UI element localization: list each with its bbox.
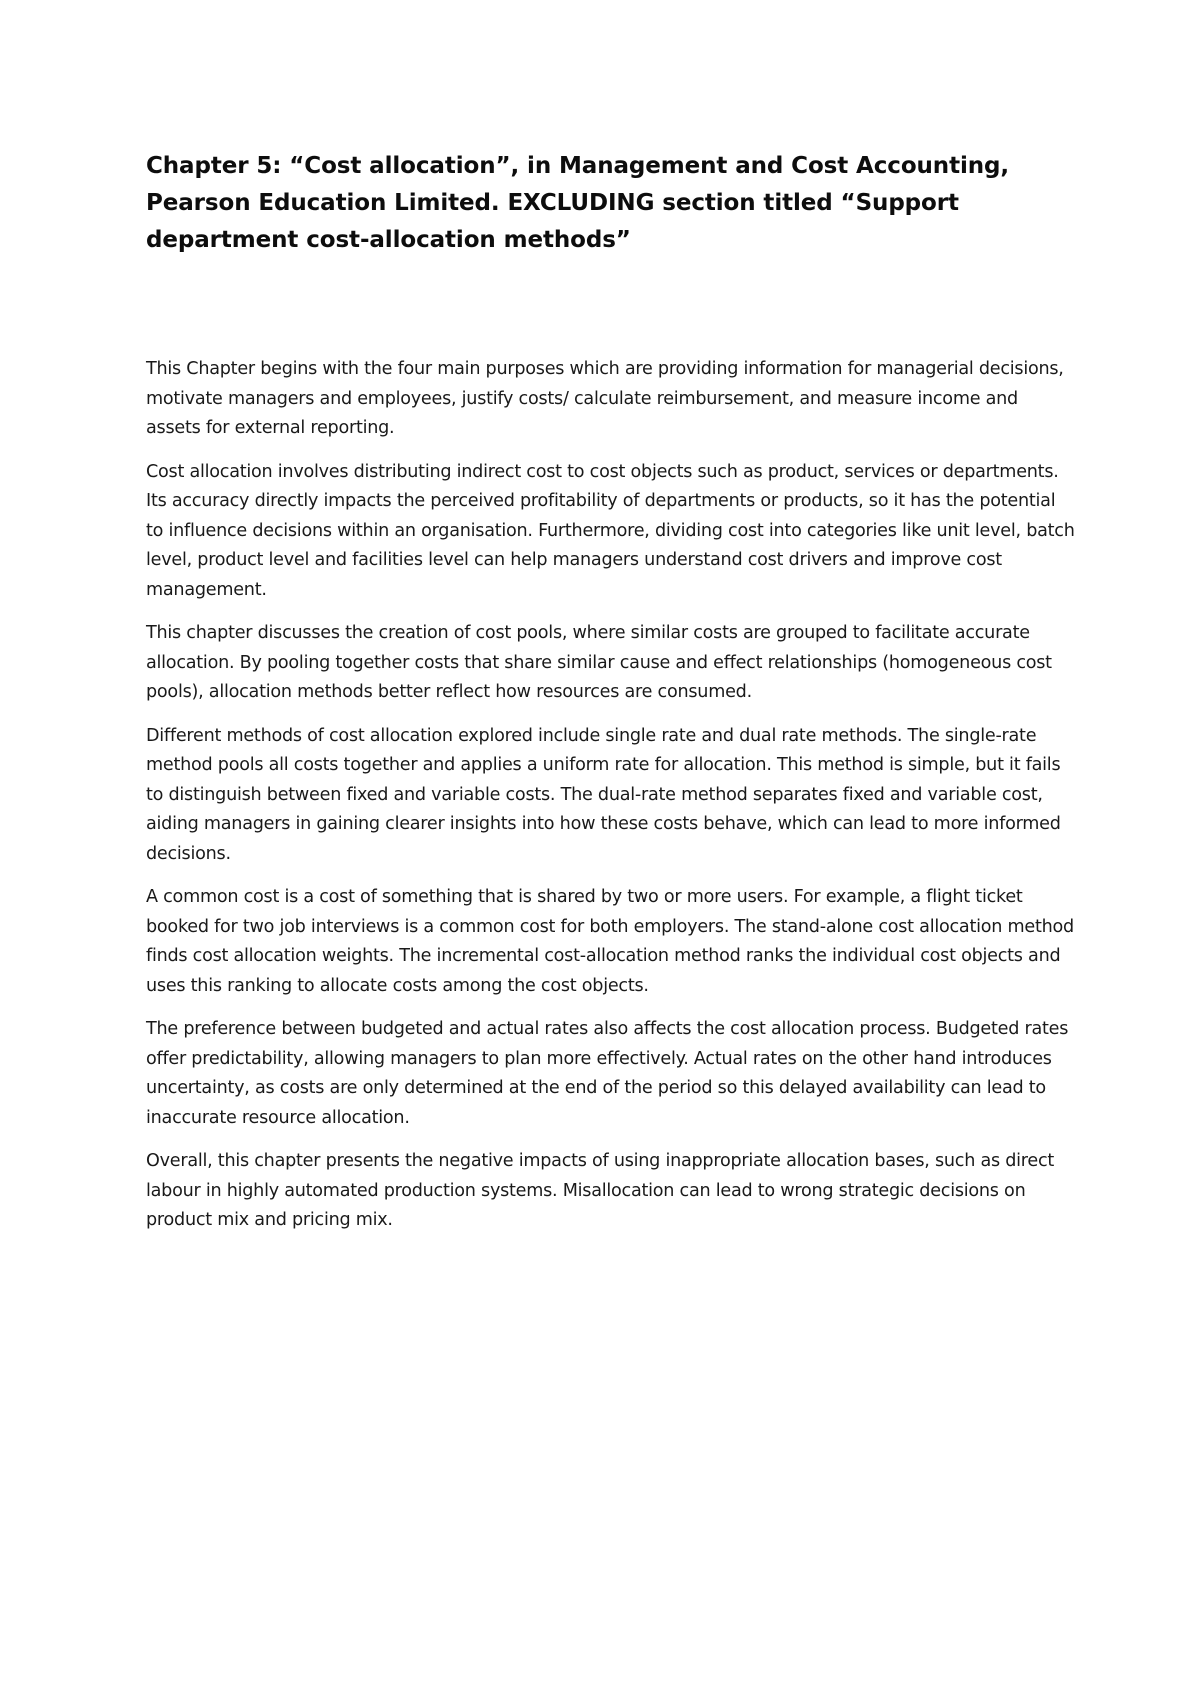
document-title: Chapter 5: “Cost allocation”, in Management and Cost Accounting, Pearson Education Limited. EXCLUDING section titled “Support department cost-allocation methods” xyxy=(146,153,1010,253)
paragraph-cost-pools: This chapter discusses the creation of cost pools, where similar costs are grouped to facilitate accurate allocation. By pooling together costs that share similar cause and effect relationships (homogeneous cost pools), allocation methods better reflect how resources are consumed. xyxy=(146,623,1052,702)
paragraph-conclusion: Overall, this chapter presents the negative impacts of using inappropriate allocation bases, such as direct labour in highly automated production systems. Misallocation can lead to wrong strategic decisions on product mix and pricing mix. xyxy=(146,1151,1055,1230)
paragraph-budgeted-vs-actual: The preference between budgeted and actual rates also affects the cost allocation process. Budgeted rates offer predictability, allowing managers to plan more effectively. Actual rates on the other hand introduces uncertainty, as costs are only determined at the end of the period so this delayed availability can lead to inaccurate resource allocation. xyxy=(146,1019,1069,1128)
paragraph-common-cost: A common cost is a cost of something that is shared by two or more users. For example, a flight ticket booked for two job interviews is a common cost for both employers. The stand-alone cost allocation method finds cost allocation weights. The incremental cost-allocation method ranks the individual cost objects and uses this ranking to allocate costs among the cost objects. xyxy=(146,887,1074,996)
paragraph-purposes: This Chapter begins with the four main purposes which are providing information for managerial decisions, motivate managers and employees, justify costs/ calculate reimbursement, and measure income and assets for external reporting. xyxy=(146,359,1064,438)
paragraph-rate-methods: Different methods of cost allocation explored include single rate and dual rate methods. The single-rate method pools all costs together and applies a uniform rate for allocation. This method is simple, but it fails to distinguish between fixed and variable costs. The dual-rate method separates fixed and variable cost, aiding managers in gaining clearer insights into how these costs behave, which can lead to more informed decisions. xyxy=(146,725,1061,864)
paragraph-cost-allocation: Cost allocation involves distributing indirect cost to cost objects such as product, services or departments. Its accuracy directly impacts the perceived profitability of departments or products, so it has the potential to influence decisions within an organisation. Furthermore, dividing cost into categories like unit level, batch level, product level and facilities level can help managers understand cost drivers and improve cost management. xyxy=(146,461,1075,600)
document-content xyxy=(146,148,1076,1250)
